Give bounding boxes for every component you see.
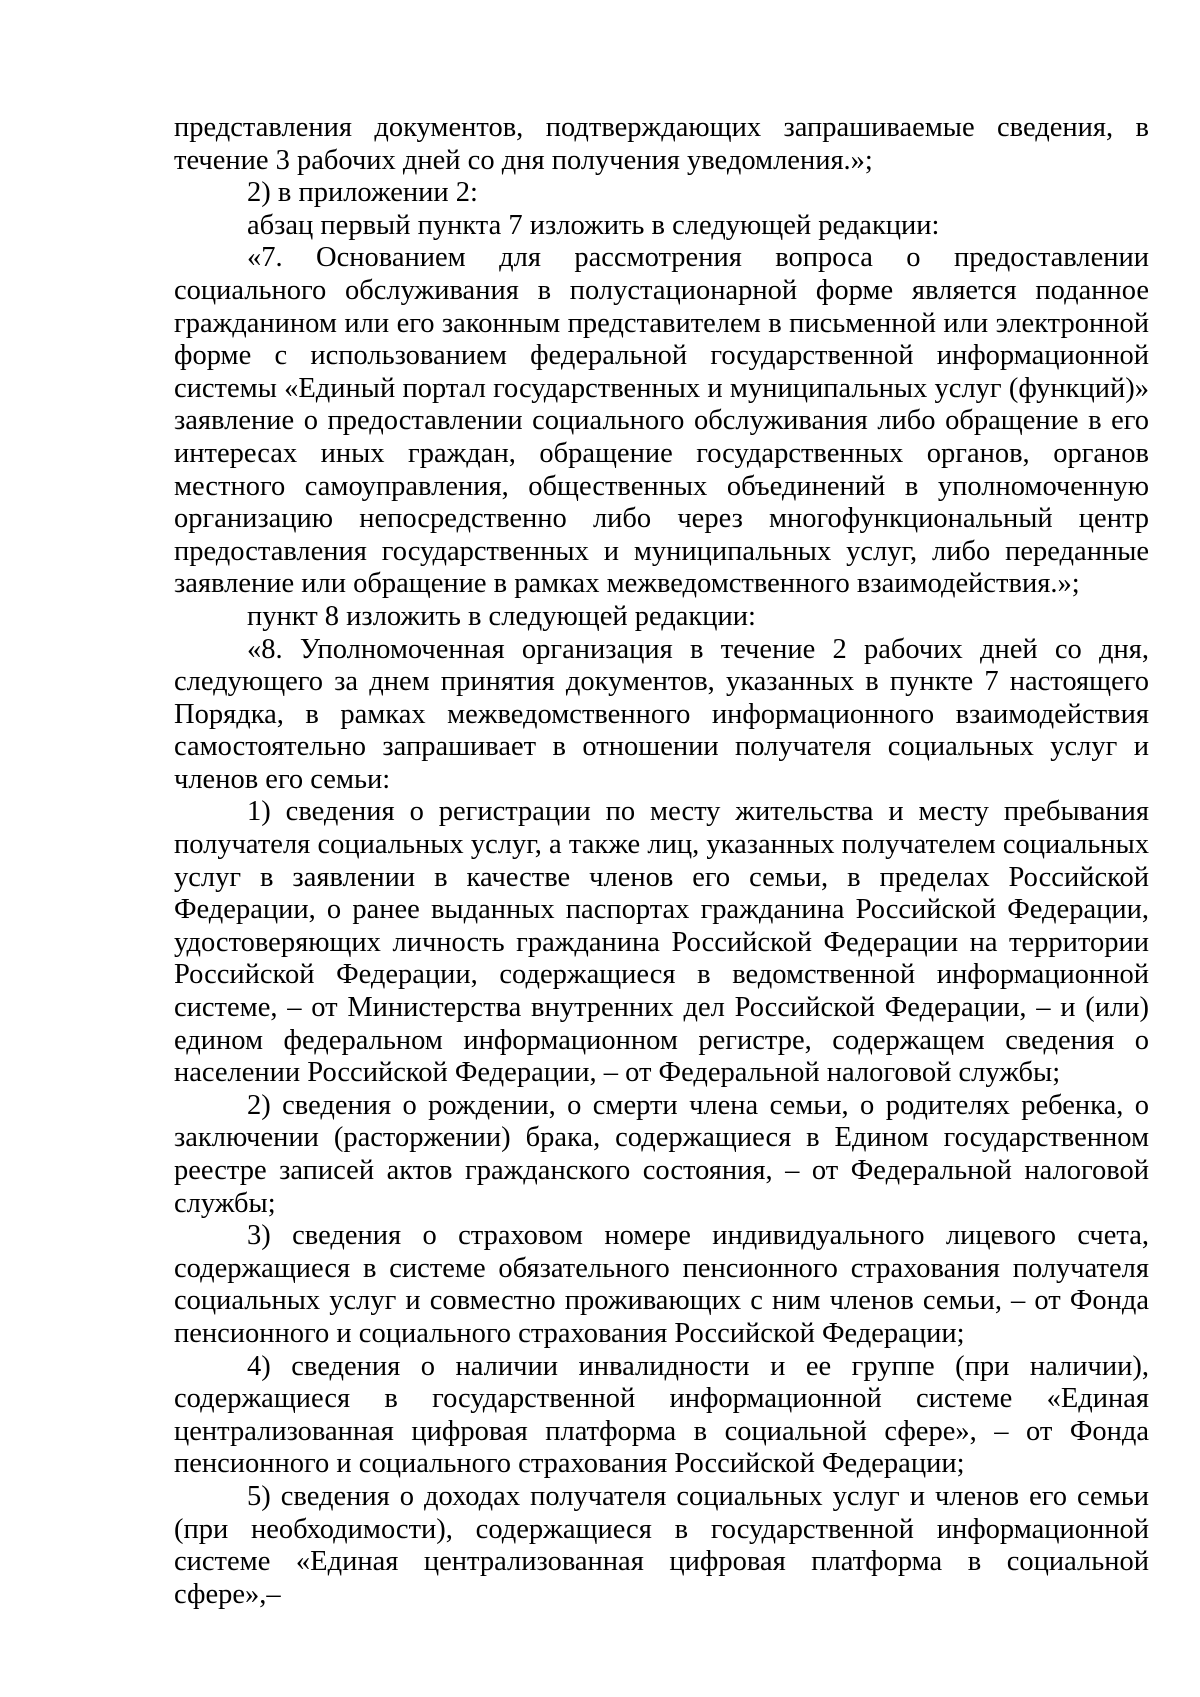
paragraph-subitem-4: 4) сведения о наличии инвалидности и ее группе (при наличии), содержащиеся в государственной информационной системе «Единая централизованная цифровая платформа в социальной сфере», – от Фонда пенсионного и социального страхования Российской Федерации; <box>174 1350 1149 1480</box>
paragraph-item-2-appendix: 2) в приложении 2: <box>247 177 478 209</box>
paragraph-subitem-5: 5) сведения о доходах получателя социальных услуг и членов его семьи (при необходимости), содержащиеся в государственной информационной системе «Единая централизованная цифровая платформа в социальной сфере»,– <box>174 1480 1149 1610</box>
paragraph-point-7: «7. Основанием для рассмотрения вопроса о предоставлении социального обслуживания в полустационарной форме является поданное гражданином или его законным представителем в письменной или электронной форме с использованием федеральной государственной информационной системы «Единый портал государственных и муниципальных услуг (функций)» заявление о предоставлении социального обслуживания либо обращение в его интересах иных граждан, обращение государственных органов, органов местного самоуправления, общественных объединений в уполномоченную организацию непосредственно либо через многофункциональный центр предоставления государственных и муниципальных услуг, либо переданные заявление или обращение в рамках межведомственного взаимодействия.»; <box>174 242 1149 600</box>
paragraph-subitem-3: 3) сведения о страховом номере индивидуального лицевого счета, содержащиеся в системе обязательного пенсионного страхования получателя социальных услуг и совместно проживающих с ним членов семьи, – от Фонда пенсионного и социального страхования Российской Федерации; <box>174 1220 1149 1349</box>
paragraph-amend-point-8: пункт 8 изложить в следующей редакции: <box>247 600 756 632</box>
paragraph-point-8: «8. Уполномоченная организация в течение 2 рабочих дней со дня, следующего за днем принятия документов, указанных в пункте 7 настоящего Порядка, в рамках межведомственного информационного взаимодействия самостоятельно запрашивает в отношении получателя социальных услуг и членов его семьи: <box>174 633 1149 795</box>
paragraph-continuation: представления документов, подтверждающих запрашиваемые сведения, в течение 3 рабочих дней со дня получения уведомления.»; <box>174 112 1149 176</box>
paragraph-amend-point-7: абзац первый пункта 7 изложить в следующей редакции: <box>247 209 940 241</box>
paragraph-subitem-1: 1) сведения о регистрации по месту жительства и месту пребывания получателя социальных услуг, а также лиц, указанных получателем социальных услуг в заявлении в качестве членов его семьи, в пределах Российской Федерации, о ранее выданных паспортах гражданина Российской Федерации, удостоверяющих личность гражданина Российской Федерации на территории Российской Федерации, содержащиеся в ведомственной информационной системе, – от Министерства внутренних дел Российской Федерации, – и (или) едином федеральном информационном регистре, содержащем сведения о населении Российской Федерации, – от Федеральной налоговой службы; <box>174 796 1149 1089</box>
paragraph-subitem-2: 2) сведения о рождении, о смерти члена семьи, о родителях ребенка, о заключении (расторжении) брака, содержащиеся в Едином государственном реестре записей актов гражданского состояния, – от Федеральной налоговой службы; <box>174 1089 1149 1219</box>
document-body <box>174 112 1149 1611</box>
